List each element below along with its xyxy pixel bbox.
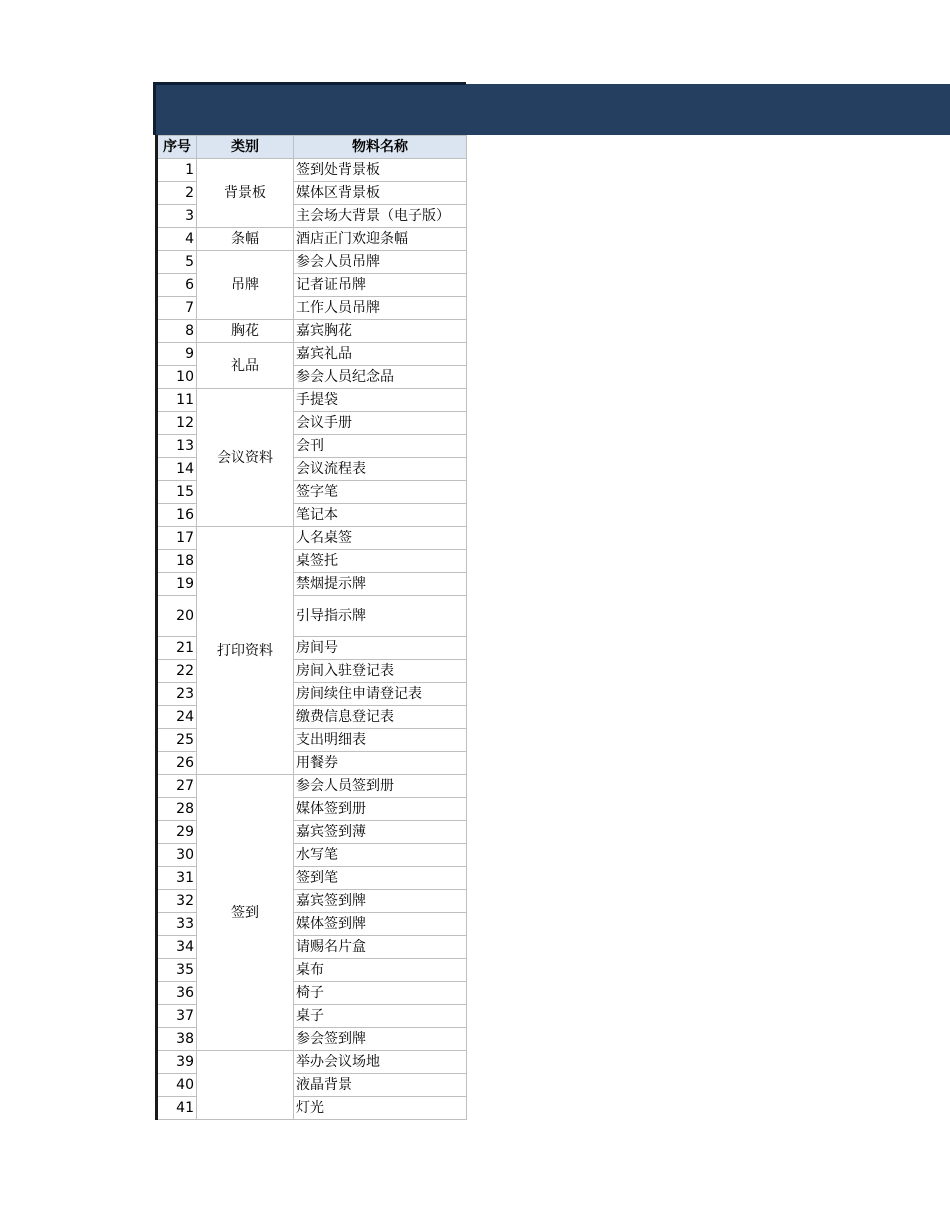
cell-number[interactable]: 7: [157, 297, 197, 320]
cell-item-name[interactable]: 嘉宾签到牌: [294, 890, 467, 913]
cell-category[interactable]: 打印资料: [197, 527, 294, 775]
cell-item-name[interactable]: 桌签托: [294, 550, 467, 573]
table-body: [157, 159, 467, 1120]
materials-table: [155, 135, 467, 1120]
table-row: [157, 159, 467, 182]
cell-item-name[interactable]: 签到笔: [294, 867, 467, 890]
cell-item-name[interactable]: 媒体区背景板: [294, 182, 467, 205]
cell-number[interactable]: 2: [157, 182, 197, 205]
cell-number[interactable]: 41: [157, 1097, 197, 1120]
cell-item-name[interactable]: 会议流程表: [294, 458, 467, 481]
cell-item-name[interactable]: 酒店正门欢迎条幅: [294, 228, 467, 251]
cell-item-name[interactable]: 参会人员纪念品: [294, 366, 467, 389]
table-row: [157, 775, 467, 798]
cell-number[interactable]: 33: [157, 913, 197, 936]
cell-item-name[interactable]: 用餐券: [294, 752, 467, 775]
cell-number[interactable]: 3: [157, 205, 197, 228]
cell-item-name[interactable]: 房间号: [294, 637, 467, 660]
cell-item-name[interactable]: 笔记本: [294, 504, 467, 527]
table-row: [157, 251, 467, 274]
cell-item-name[interactable]: 房间续住申请登记表: [294, 683, 467, 706]
column-header-number[interactable]: 序号: [157, 136, 197, 159]
cell-category[interactable]: 背景板: [197, 159, 294, 228]
cell-item-name[interactable]: 签字笔: [294, 481, 467, 504]
cell-number[interactable]: 22: [157, 660, 197, 683]
cell-item-name[interactable]: 签到处背景板: [294, 159, 467, 182]
cell-number[interactable]: 19: [157, 573, 197, 596]
cell-number[interactable]: 11: [157, 389, 197, 412]
cell-item-name[interactable]: 会刊: [294, 435, 467, 458]
cell-number[interactable]: 23: [157, 683, 197, 706]
cell-item-name[interactable]: 嘉宾礼品: [294, 343, 467, 366]
cell-number[interactable]: 30: [157, 844, 197, 867]
banner-top-border: [153, 82, 466, 85]
cell-category[interactable]: [197, 1051, 294, 1120]
cell-item-name[interactable]: 椅子: [294, 982, 467, 1005]
cell-number[interactable]: 38: [157, 1028, 197, 1051]
banner-left-border: [153, 82, 156, 135]
cell-item-name[interactable]: 缴费信息登记表: [294, 706, 467, 729]
table-row: [157, 389, 467, 412]
table-row: [157, 1051, 467, 1074]
cell-item-name[interactable]: 嘉宾签到薄: [294, 821, 467, 844]
cell-category[interactable]: 会议资料: [197, 389, 294, 527]
table-row: [157, 320, 467, 343]
column-header-category[interactable]: 类别: [197, 136, 294, 159]
cell-item-name[interactable]: 媒体签到册: [294, 798, 467, 821]
cell-number[interactable]: 21: [157, 637, 197, 660]
cell-number[interactable]: 5: [157, 251, 197, 274]
cell-number[interactable]: 20: [157, 596, 197, 637]
cell-number[interactable]: 36: [157, 982, 197, 1005]
cell-item-name[interactable]: 灯光: [294, 1097, 467, 1120]
cell-number[interactable]: 8: [157, 320, 197, 343]
cell-number[interactable]: 35: [157, 959, 197, 982]
cell-number[interactable]: 10: [157, 366, 197, 389]
cell-item-name[interactable]: 水写笔: [294, 844, 467, 867]
column-header-item-name[interactable]: 物料名称: [294, 136, 467, 159]
cell-number[interactable]: 25: [157, 729, 197, 752]
cell-item-name[interactable]: 手提袋: [294, 389, 467, 412]
cell-number[interactable]: 4: [157, 228, 197, 251]
cell-number[interactable]: 29: [157, 821, 197, 844]
cell-item-name[interactable]: 房间入驻登记表: [294, 660, 467, 683]
cell-number[interactable]: 40: [157, 1074, 197, 1097]
cell-item-name[interactable]: 记者证吊牌: [294, 274, 467, 297]
cell-number[interactable]: 17: [157, 527, 197, 550]
cell-item-name[interactable]: 人名桌签: [294, 527, 467, 550]
cell-item-name[interactable]: 引导指示牌: [294, 596, 467, 637]
cell-item-name[interactable]: 参会签到牌: [294, 1028, 467, 1051]
title-banner: [155, 84, 950, 135]
cell-item-name[interactable]: 液晶背景: [294, 1074, 467, 1097]
cell-category[interactable]: 礼品: [197, 343, 294, 389]
cell-category[interactable]: 吊牌: [197, 251, 294, 320]
cell-item-name[interactable]: 媒体签到牌: [294, 913, 467, 936]
cell-number[interactable]: 9: [157, 343, 197, 366]
cell-number[interactable]: 24: [157, 706, 197, 729]
cell-item-name[interactable]: 主会场大背景（电子版）: [294, 205, 467, 228]
cell-number[interactable]: 37: [157, 1005, 197, 1028]
cell-item-name[interactable]: 参会人员签到册: [294, 775, 467, 798]
cell-category[interactable]: 签到: [197, 775, 294, 1051]
cell-item-name[interactable]: 桌布: [294, 959, 467, 982]
cell-number[interactable]: 26: [157, 752, 197, 775]
table-row: [157, 228, 467, 251]
cell-item-name[interactable]: 举办会议场地: [294, 1051, 467, 1074]
cell-number[interactable]: 16: [157, 504, 197, 527]
cell-number[interactable]: 32: [157, 890, 197, 913]
cell-item-name[interactable]: 支出明细表: [294, 729, 467, 752]
cell-number[interactable]: 39: [157, 1051, 197, 1074]
table-row: [157, 343, 467, 366]
cell-category[interactable]: 条幅: [197, 228, 294, 251]
cell-number[interactable]: 28: [157, 798, 197, 821]
cell-number[interactable]: 27: [157, 775, 197, 798]
cell-number[interactable]: 6: [157, 274, 197, 297]
cell-item-name[interactable]: 会议手册: [294, 412, 467, 435]
cell-number[interactable]: 12: [157, 412, 197, 435]
cell-number[interactable]: 31: [157, 867, 197, 890]
header-row: [157, 136, 467, 159]
cell-item-name[interactable]: 请赐名片盒: [294, 936, 467, 959]
cell-item-name[interactable]: 桌子: [294, 1005, 467, 1028]
cell-number[interactable]: 15: [157, 481, 197, 504]
cell-number[interactable]: 1: [157, 159, 197, 182]
cell-item-name[interactable]: 参会人员吊牌: [294, 251, 467, 274]
table-row: [157, 527, 467, 550]
cell-category[interactable]: 胸花: [197, 320, 294, 343]
cell-number[interactable]: 34: [157, 936, 197, 959]
cell-item-name[interactable]: 工作人员吊牌: [294, 297, 467, 320]
cell-number[interactable]: 18: [157, 550, 197, 573]
cell-item-name[interactable]: 禁烟提示牌: [294, 573, 467, 596]
cell-number[interactable]: 14: [157, 458, 197, 481]
cell-item-name[interactable]: 嘉宾胸花: [294, 320, 467, 343]
cell-number[interactable]: 13: [157, 435, 197, 458]
